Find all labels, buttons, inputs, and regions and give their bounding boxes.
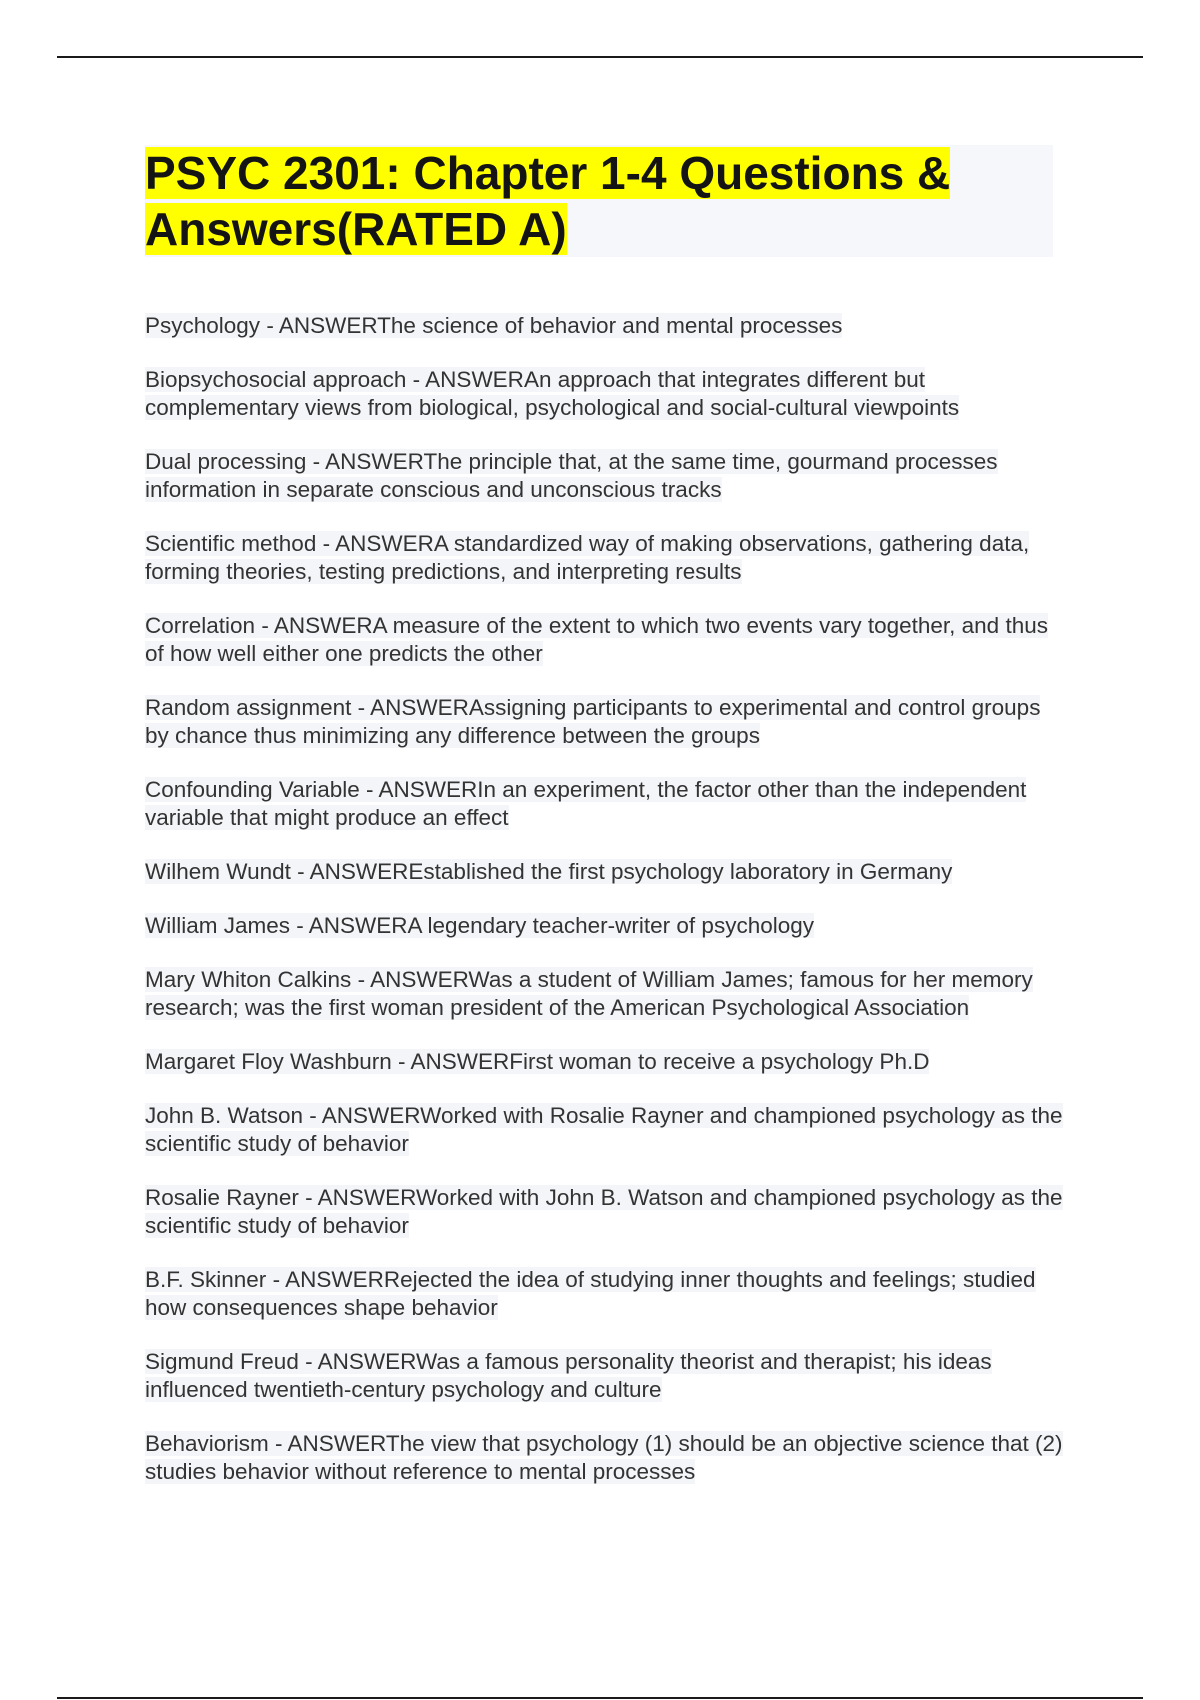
qa-answer: Was a famous personality theorist and therapist; his ideas influenced twentieth-century psychology and culture: [145, 1349, 992, 1402]
qa-term: William James: [145, 913, 291, 938]
qa-answer-marker: - ANSWER: [255, 613, 373, 638]
qa-entry-text: [145, 1349, 992, 1402]
qa-answer-marker: - ANSWER: [359, 777, 478, 802]
qa-entry-text: [145, 449, 998, 502]
qa-term: Psychology: [145, 313, 261, 338]
qa-answer-marker: - ANSWER: [303, 1103, 421, 1128]
qa-entry-text: [145, 913, 814, 938]
qa-answer: Rejected the idea of studying inner thoughts and feelings; studied how consequences shape behavior: [145, 1267, 1036, 1320]
qa-entry: [145, 448, 1065, 504]
qa-list: [145, 312, 1065, 1512]
qa-answer-marker: - ANSWER: [391, 1049, 510, 1074]
qa-answer: Was a student of William James; famous for her memory research; was the first woman president of the American Psychological Association: [145, 967, 1033, 1020]
qa-term: Scientific method: [145, 531, 317, 556]
title-block: [145, 145, 1053, 257]
qa-answer-marker: - ANSWER: [298, 1349, 416, 1374]
qa-entry-text: [145, 859, 952, 884]
qa-entry: [145, 366, 1065, 422]
qa-entry: [145, 312, 1065, 340]
qa-entry-text: [145, 613, 1048, 666]
qa-answer: In an experiment, the factor other than the independent variable that might produce an effect: [145, 777, 1027, 830]
top-rule: [57, 56, 1143, 58]
qa-term: Dual processing: [145, 449, 307, 474]
qa-answer: First woman to receive a psychology Ph.D: [509, 1049, 930, 1074]
qa-answer: Worked with Rosalie Rayner and championed psychology as the scientific study of behavior: [145, 1103, 1063, 1156]
qa-answer-marker: - ANSWER: [290, 859, 409, 884]
qa-answer-marker: - ANSWER: [266, 1267, 384, 1292]
qa-term: Margaret Floy Washburn: [145, 1049, 392, 1074]
qa-answer: Worked with John B. Watson and championed psychology as the scientific study of behavior: [145, 1185, 1063, 1238]
qa-answer: The view that psychology (1) should be an objective science that (2) studies behavior without reference to mental processes: [145, 1431, 1063, 1484]
qa-answer: A measure of the extent to which two events vary together, and thus of how well either one predicts the other: [145, 613, 1048, 666]
qa-entry: [145, 1266, 1065, 1322]
qa-term: Random assignment: [145, 695, 352, 720]
qa-answer-marker: - ANSWER: [306, 449, 424, 474]
qa-entry: [145, 966, 1065, 1022]
qa-entry: [145, 1048, 1065, 1076]
qa-term: Biopsychosocial approach: [145, 367, 407, 392]
qa-answer: A standardized way of making observations, gathering data, forming theories, testing predictions, and interpreting results: [145, 531, 1030, 584]
qa-term: Sigmund Freud: [145, 1349, 299, 1374]
qa-answer-marker: - ANSWER: [351, 695, 469, 720]
qa-term: Wilhem Wundt: [145, 859, 291, 884]
qa-answer: The science of behavior and mental processes: [377, 313, 843, 338]
qa-entry-text: [145, 531, 1029, 584]
qa-entry-text: [145, 967, 1033, 1020]
qa-answer: A legendary teacher-writer of psychology: [407, 913, 814, 938]
qa-answer-marker: - ANSWER: [260, 313, 378, 338]
qa-term: Correlation: [145, 613, 256, 638]
qa-term: Rosalie Rayner: [145, 1185, 299, 1210]
qa-entry: [145, 1348, 1065, 1404]
qa-entry-text: [145, 1431, 1063, 1484]
qa-term: Behaviorism: [145, 1431, 269, 1456]
qa-entry: [145, 612, 1065, 668]
qa-term: Confounding Variable: [145, 777, 360, 802]
qa-entry-text: [145, 367, 959, 420]
qa-entry-text: [145, 1185, 1063, 1238]
qa-entry-text: [145, 1267, 1036, 1320]
qa-answer-marker: - ANSWER: [316, 531, 434, 556]
qa-answer: Established the first psychology laboratory in Germany: [408, 859, 953, 884]
qa-entry: [145, 694, 1065, 750]
qa-answer: The principle that, at the same time, gourmand processes information in separate conscious and unconscious tracks: [145, 449, 998, 502]
qa-term: John B. Watson: [145, 1103, 303, 1128]
qa-answer: Assigning participants to experimental and control groups by chance thus minimizing any difference between the groups: [145, 695, 1041, 748]
qa-entry: [145, 912, 1065, 940]
page-title-text: PSYC 2301: Chapter 1-4 Questions & Answers(RATED A): [145, 147, 951, 255]
qa-entry: [145, 858, 1065, 886]
qa-answer: An approach that integrates different but complementary views from biological, psychological and social-cultural viewpoints: [145, 367, 960, 420]
qa-entry: [145, 1184, 1065, 1240]
qa-entry-text: [145, 1103, 1063, 1156]
qa-answer-marker: - ANSWER: [268, 1431, 386, 1456]
qa-entry: [145, 530, 1065, 586]
qa-term: Mary Whiton Calkins: [145, 967, 352, 992]
qa-entry: [145, 1102, 1065, 1158]
qa-entry-text: [145, 695, 1040, 748]
qa-term: B.F. Skinner: [145, 1267, 267, 1292]
page-title: [145, 145, 1053, 257]
qa-entry: [145, 776, 1065, 832]
qa-answer-marker: - ANSWER: [298, 1185, 416, 1210]
qa-entry-text: [145, 777, 1026, 830]
qa-answer-marker: - ANSWER: [351, 967, 469, 992]
qa-entry-text: [145, 1049, 929, 1074]
qa-answer-marker: - ANSWER: [290, 913, 408, 938]
qa-entry-text: [145, 313, 842, 338]
bottom-rule: [57, 1697, 1143, 1699]
qa-entry: [145, 1430, 1065, 1486]
qa-answer-marker: - ANSWER: [406, 367, 524, 392]
